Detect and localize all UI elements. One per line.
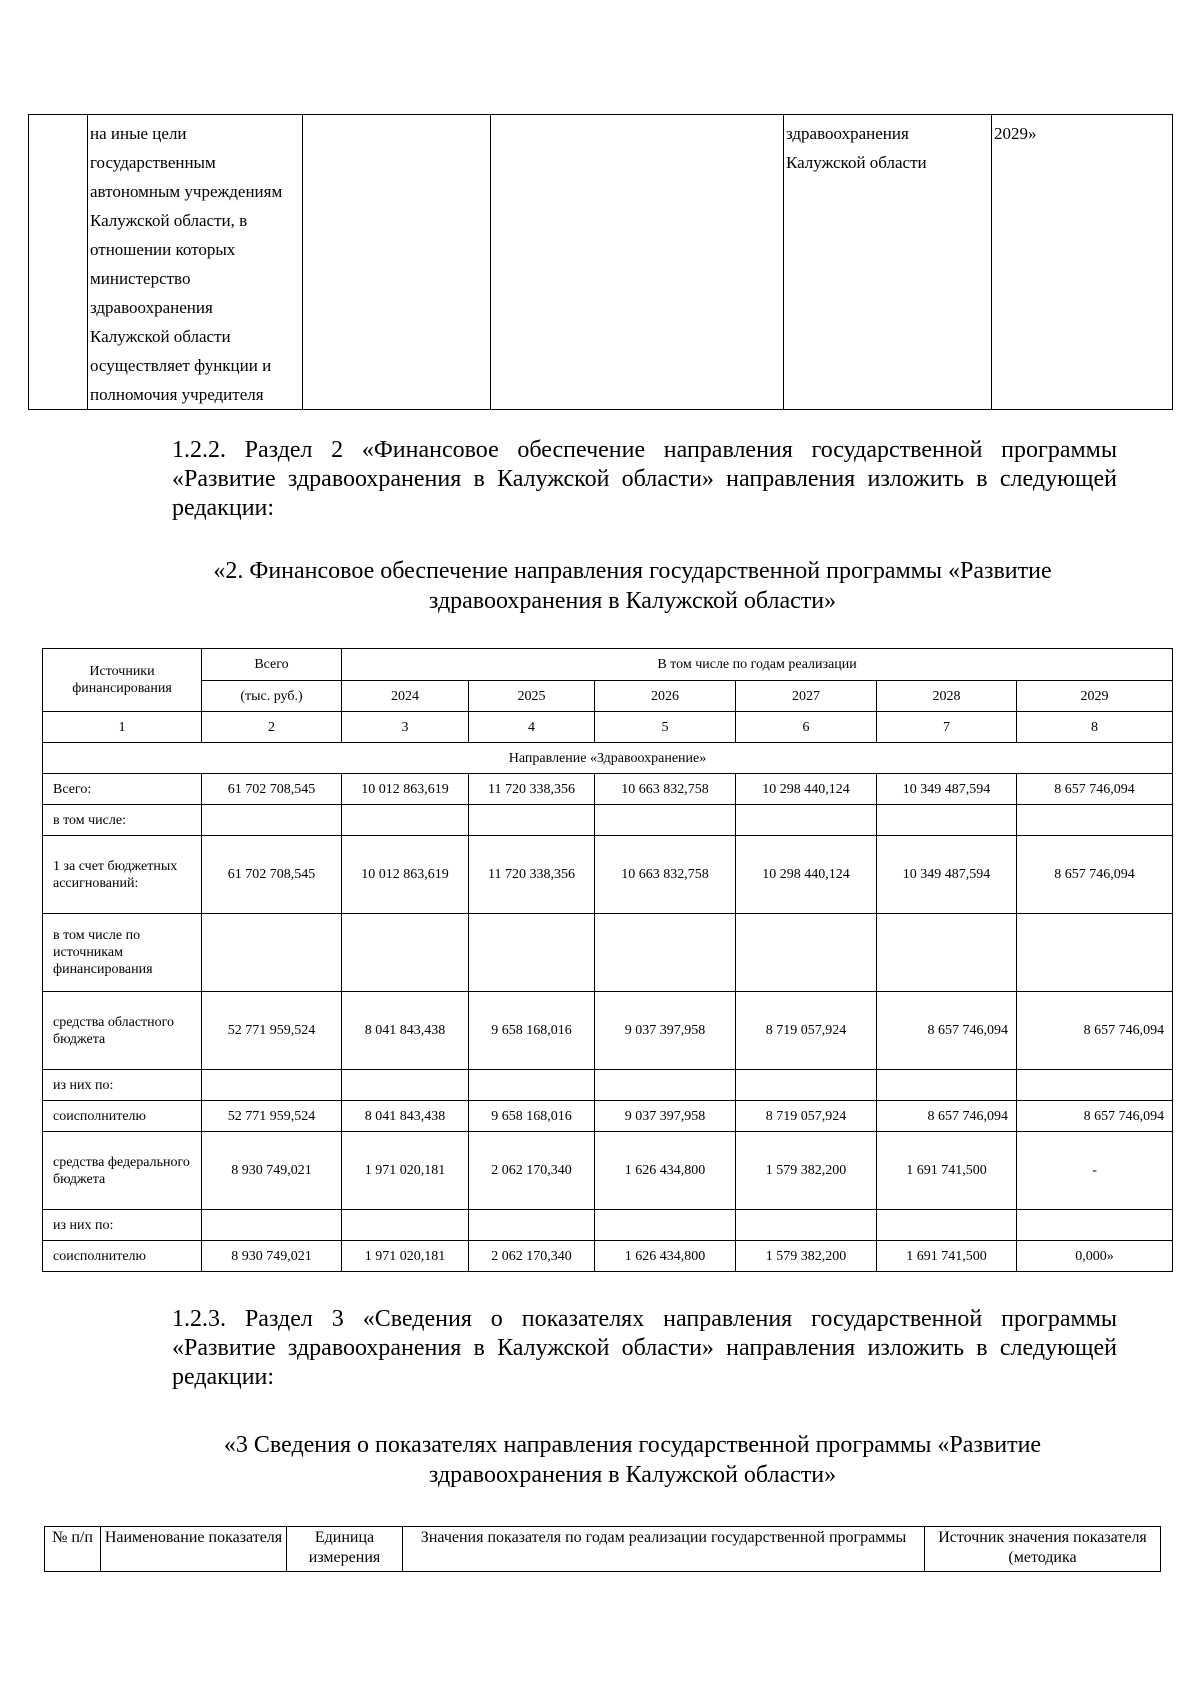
- table-cell: [784, 115, 992, 410]
- row-label: из них по:: [43, 1210, 202, 1241]
- column-number: 7: [877, 712, 1017, 743]
- table-cell: 11 720 338,356: [469, 836, 595, 914]
- table-cell: [491, 115, 784, 410]
- table-cell: 10 012 863,619: [342, 836, 469, 914]
- table-row: [43, 1070, 1173, 1101]
- table-cell: [88, 115, 303, 410]
- table-cell: 8 657 746,094: [877, 992, 1017, 1070]
- table-cell: 9 037 397,958: [595, 1101, 736, 1132]
- table-cell: 9 037 397,958: [595, 992, 736, 1070]
- column-number: 8: [1017, 712, 1173, 743]
- table-cell: 52 771 959,524: [202, 1101, 342, 1132]
- table-cell: 1 691 741,500: [877, 1241, 1017, 1272]
- table-row: [29, 115, 1173, 410]
- table-cell: 8 657 746,094: [1017, 992, 1173, 1070]
- table-header-row: [45, 1527, 1161, 1572]
- column-numbers-row: [43, 712, 1173, 743]
- table-cell: 8 657 746,094: [1017, 1101, 1173, 1132]
- row-label: Всего:: [43, 774, 202, 805]
- table-cell: [736, 805, 877, 836]
- header-year: 2025: [469, 681, 595, 712]
- table-cell: 1 626 434,800: [595, 1132, 736, 1210]
- table-cell: [202, 914, 342, 992]
- row-label: средства областного бюджета: [43, 992, 202, 1070]
- table-cell: 61 702 708,545: [202, 836, 342, 914]
- table-cell: [736, 1070, 877, 1101]
- header-year: 2026: [595, 681, 736, 712]
- header-source: Источник значения показателя (методика: [925, 1527, 1161, 1572]
- table-cell: 10 298 440,124: [736, 774, 877, 805]
- table-cell: 2 062 170,340: [469, 1241, 595, 1272]
- table-cell: [469, 1210, 595, 1241]
- table-cell: [595, 1210, 736, 1241]
- table-cell: [736, 914, 877, 992]
- cell-line: Калужской области: [90, 327, 231, 346]
- table-cell: 8 657 746,094: [877, 1101, 1017, 1132]
- continuation-table: [28, 114, 1173, 410]
- table-cell: 8 041 843,438: [342, 1101, 469, 1132]
- table-cell: 1 626 434,800: [595, 1241, 736, 1272]
- paragraph-1-2-3: 1.2.3. Раздел 3 «Сведения о показателях направления государственной программы «Развитие здравоохранения в Калужской области» направления изложить в следующей редакции:: [172, 1306, 1117, 1390]
- table-cell: 10 349 487,594: [877, 774, 1017, 805]
- row-label: в том числе по источникам финансирования: [43, 914, 202, 992]
- header-unit: Единица измерения: [287, 1527, 403, 1572]
- table-row: [43, 774, 1173, 805]
- table-cell: [469, 914, 595, 992]
- table-row: [43, 836, 1173, 914]
- table-cell: 1 579 382,200: [736, 1241, 877, 1272]
- cell-line: Калужской области: [786, 153, 927, 172]
- row-label: 1 за счет бюджетных ассигнований:: [43, 836, 202, 914]
- table-row: [43, 992, 1173, 1070]
- table-cell: 52 771 959,524: [202, 992, 342, 1070]
- table-cell: [1017, 1210, 1173, 1241]
- column-number: 3: [342, 712, 469, 743]
- cell-line: на иные цели: [90, 124, 187, 143]
- cell-line: полномочия учредителя: [90, 385, 264, 404]
- table-cell: 8 930 749,021: [202, 1132, 342, 1210]
- column-number: 1: [43, 712, 202, 743]
- header-values: Значения показателя по годам реализации государственной программы: [403, 1527, 925, 1572]
- header-sources: Источники финансирования: [43, 649, 202, 712]
- table-cell: [877, 805, 1017, 836]
- table-cell: 8 930 749,021: [202, 1241, 342, 1272]
- row-label: соисполнителю: [43, 1241, 202, 1272]
- section-2-heading: «2. Финансовое обеспечение направления государственной программы «Развитие здравоохранения в Калужской области»: [213, 558, 1052, 614]
- table-cell: 8 041 843,438: [342, 992, 469, 1070]
- table-cell: [202, 805, 342, 836]
- column-number: 6: [736, 712, 877, 743]
- section-3-heading: «3 Сведения о показателях направления государственной программы «Развитие здравоохранения в Калужской области»: [223, 1432, 1042, 1488]
- table-cell: 9 658 168,016: [469, 992, 595, 1070]
- cell-line: автономным учреждениям: [90, 182, 283, 201]
- table-cell: 10 349 487,594: [877, 836, 1017, 914]
- finance-table: [42, 648, 1173, 1272]
- table-cell: [595, 805, 736, 836]
- row-label: в том числе:: [43, 805, 202, 836]
- table-row: [43, 1101, 1173, 1132]
- direction-title: Направление «Здравоохранение»: [43, 743, 1173, 774]
- header-year: 2024: [342, 681, 469, 712]
- table-cell: 1 691 741,500: [877, 1132, 1017, 1210]
- table-header-row: [43, 649, 1173, 681]
- table-cell: 10 663 832,758: [595, 836, 736, 914]
- table-row: [43, 805, 1173, 836]
- table-cell: [469, 805, 595, 836]
- paragraph-1-2-2: 1.2.2. Раздел 2 «Финансовое обеспечение направления государственной программы «Развитие здравоохранения в Калужской области» направления изложить в следующей редакции:: [172, 437, 1117, 521]
- table-cell: 8 719 057,924: [736, 1101, 877, 1132]
- table-cell: [303, 115, 491, 410]
- cell-line: отношении которых: [90, 240, 236, 259]
- column-number: 5: [595, 712, 736, 743]
- cell-line: здравоохранения: [90, 298, 213, 317]
- header-total: Всего: [202, 649, 342, 681]
- table-cell: 1 971 020,181: [342, 1132, 469, 1210]
- table-cell: 8 719 057,924: [736, 992, 877, 1070]
- table-cell: [992, 115, 1173, 410]
- table-cell: 10 012 863,619: [342, 774, 469, 805]
- table-row: [43, 1210, 1173, 1241]
- table-cell: [342, 805, 469, 836]
- cell-line: государственным: [90, 153, 216, 172]
- column-number: 4: [469, 712, 595, 743]
- table-cell: [1017, 805, 1173, 836]
- column-number: 2: [202, 712, 342, 743]
- row-label: соисполнителю: [43, 1101, 202, 1132]
- table-cell: [736, 1210, 877, 1241]
- header-year: 2028: [877, 681, 1017, 712]
- table-cell: [1017, 1070, 1173, 1101]
- table-cell: -: [1017, 1132, 1173, 1210]
- table-cell: [342, 1070, 469, 1101]
- table-cell: 61 702 708,545: [202, 774, 342, 805]
- table-cell: [877, 1210, 1017, 1241]
- table-cell: 10 663 832,758: [595, 774, 736, 805]
- cell-line: здравоохранения: [786, 124, 909, 143]
- table-cell: [469, 1070, 595, 1101]
- row-label: средства федерального бюджета: [43, 1132, 202, 1210]
- header-by-years: В том числе по годам реализации: [342, 649, 1173, 681]
- table-cell: 2 062 170,340: [469, 1132, 595, 1210]
- header-name: Наименование показателя: [101, 1527, 287, 1572]
- table-cell: [595, 1070, 736, 1101]
- table-cell: [877, 914, 1017, 992]
- cell-line: Калужской области, в: [90, 211, 248, 230]
- table-cell: 8 657 746,094: [1017, 836, 1173, 914]
- cell-line: министерство: [90, 269, 191, 288]
- table-cell: 1 579 382,200: [736, 1132, 877, 1210]
- table-cell: [342, 914, 469, 992]
- cell-line: осуществляет функции и: [90, 356, 272, 375]
- header-year: 2029: [1017, 681, 1173, 712]
- row-label: из них по:: [43, 1070, 202, 1101]
- table-cell: [202, 1070, 342, 1101]
- table-cell: 8 657 746,094: [1017, 774, 1173, 805]
- header-total-unit: (тыс. руб.): [202, 681, 342, 712]
- table-cell: 10 298 440,124: [736, 836, 877, 914]
- table-cell: [877, 1070, 1017, 1101]
- direction-row: [43, 743, 1173, 774]
- table-cell: [595, 914, 736, 992]
- table-cell: 9 658 168,016: [469, 1101, 595, 1132]
- header-year: 2027: [736, 681, 877, 712]
- table-cell: 1 971 020,181: [342, 1241, 469, 1272]
- table-cell: [202, 1210, 342, 1241]
- table-cell: [1017, 914, 1173, 992]
- table-cell: [342, 1210, 469, 1241]
- table-row: [43, 1132, 1173, 1210]
- table-cell: 11 720 338,356: [469, 774, 595, 805]
- table-cell: [29, 115, 88, 410]
- table-header-row: [43, 681, 1173, 712]
- indicators-table: [44, 1526, 1161, 1572]
- table-cell: 0,000»: [1017, 1241, 1173, 1272]
- cell-line: 2029»: [994, 124, 1037, 143]
- table-row: [43, 914, 1173, 992]
- header-number: № п/п: [45, 1527, 101, 1572]
- table-row: [43, 1241, 1173, 1272]
